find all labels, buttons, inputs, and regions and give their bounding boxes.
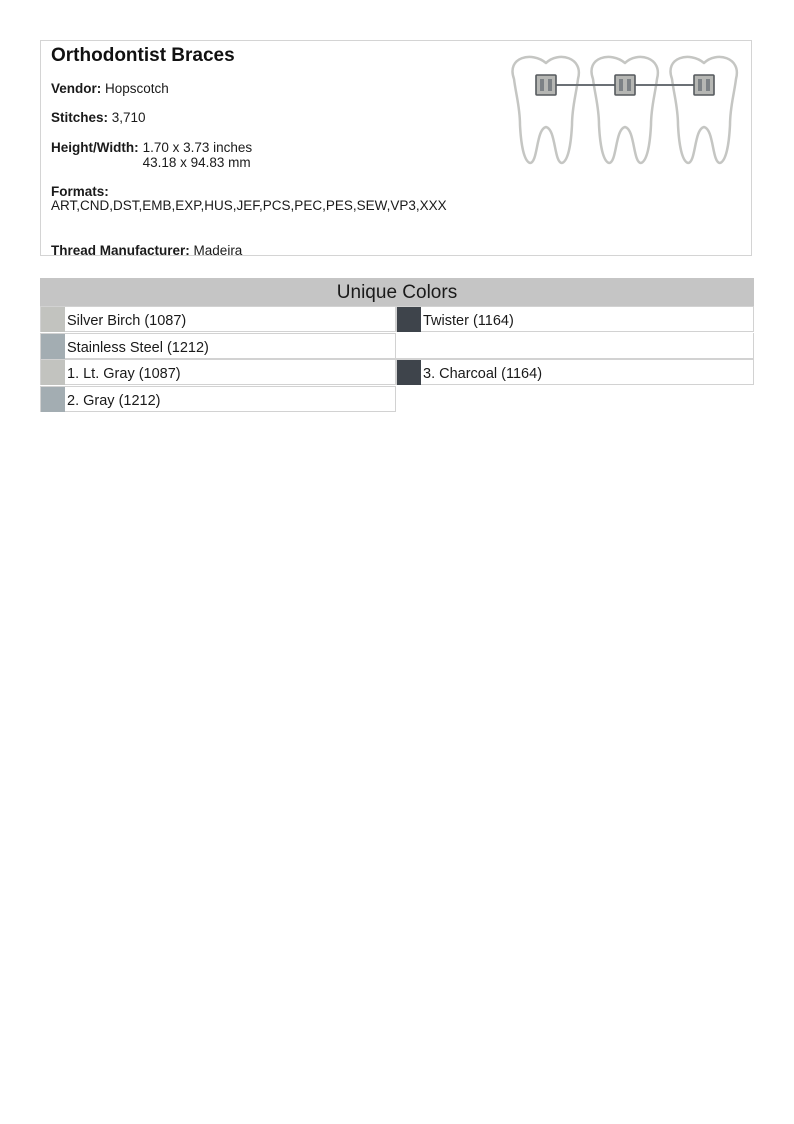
vendor-field <box>51 81 169 96</box>
bracket-1-icon <box>536 75 556 95</box>
stitches-field <box>51 110 146 125</box>
size-inches-value: 1.70 x 3.73 inches <box>142 140 253 155</box>
color-name: Twister (1164) <box>423 313 514 329</box>
color-swatch <box>397 307 421 332</box>
tooth-1-icon <box>513 57 579 163</box>
color-name: 1. Lt. Gray (1087) <box>67 366 181 382</box>
stitches-label: Stitches: <box>51 110 109 125</box>
color-row <box>40 359 396 385</box>
formats-field <box>51 184 491 213</box>
design-info-box <box>40 40 752 256</box>
vendor-label: Vendor: <box>51 81 102 96</box>
formats-label: Formats: <box>51 184 109 199</box>
height-width-field <box>51 140 252 170</box>
unique-colors-header: Unique Colors <box>40 278 754 306</box>
color-row <box>40 386 396 412</box>
vendor-value: Hopscotch <box>105 81 169 96</box>
size-mm-value: 43.18 x 94.83 mm <box>142 155 251 170</box>
thread-manufacturer-value: Madeira <box>193 243 243 258</box>
thread-manufacturer-field <box>51 243 242 258</box>
color-name: 3. Charcoal (1164) <box>423 366 543 382</box>
tooth-3-icon <box>671 57 737 163</box>
thread-manufacturer-label: Thread Manufacturer: <box>51 243 190 258</box>
color-row <box>40 333 396 359</box>
tooth-2-icon <box>592 57 658 163</box>
color-swatch <box>41 334 65 359</box>
color-name: Stainless Steel (1212) <box>67 340 209 356</box>
color-swatch <box>41 387 65 412</box>
color-row <box>40 306 396 332</box>
color-row <box>396 359 754 385</box>
bracket-3-icon <box>694 75 714 95</box>
color-name: 2. Gray (1212) <box>67 393 161 409</box>
height-width-label: Height/Width: <box>51 140 139 155</box>
stitches-value: 3,710 <box>111 110 146 125</box>
bracket-2-icon <box>615 75 635 95</box>
design-title: Orthodontist Braces <box>51 45 235 66</box>
color-swatch <box>41 307 65 332</box>
empty-color-row <box>396 333 754 359</box>
color-name: Silver Birch (1087) <box>67 313 187 329</box>
braces-teeth-image <box>496 49 746 173</box>
color-swatch <box>397 360 421 385</box>
color-swatch <box>41 360 65 385</box>
color-row <box>396 306 754 332</box>
formats-value: ART,CND,DST,EMB,EXP,HUS,JEF,PCS,PEC,PES,SEW,VP3,XXX <box>51 198 447 213</box>
